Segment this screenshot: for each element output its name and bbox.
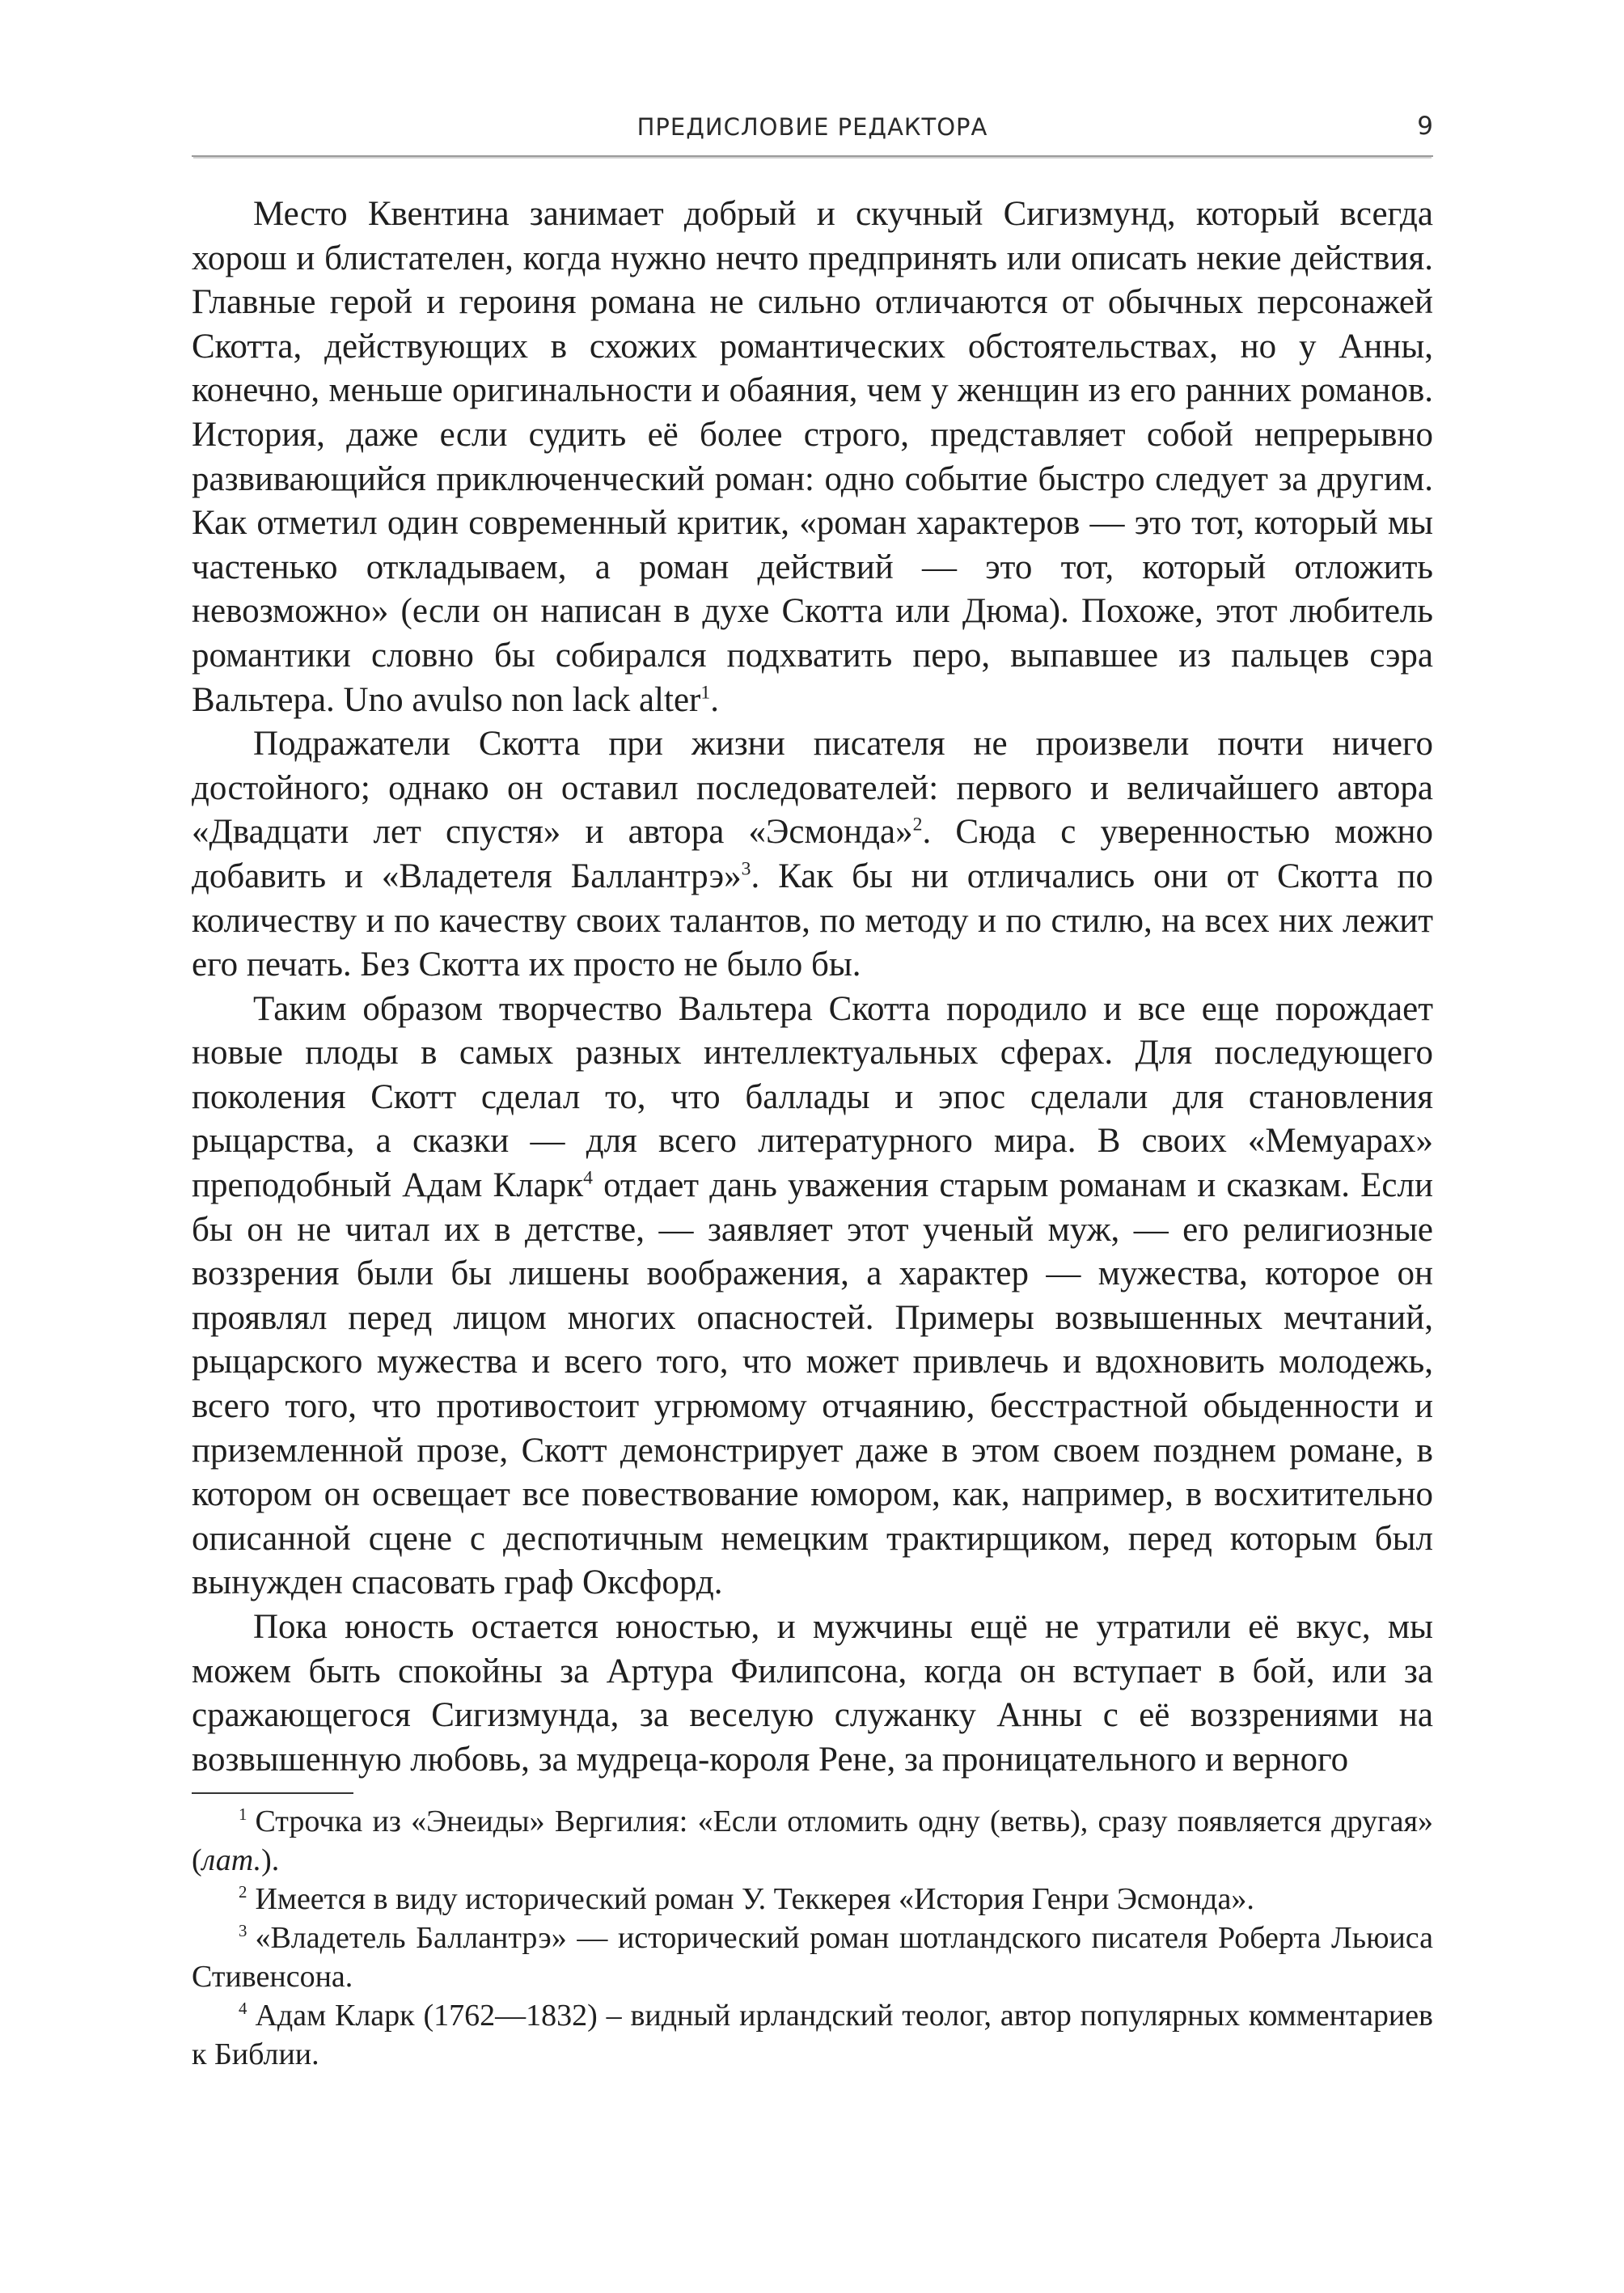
paragraph-text: Место Квентина занимает добрый и скучный Сигизмунд, который всегда хорош и блистателен, когда нужно нечто предпринять или описать некие действия. Главные герой и героиня романа не сильно отличаются от обычных персонажей Скотта, действующих в схожих романтических обстоятельствах, но у Анны, конечно, меньше оригинальности и обаяния, чем у женщин из его ранних романов. История, даже если судить её более строго, представляет собой непрерывно развивающийся приключенческий роман: одно событие быстро следует за другим. Как отметил один современный критик, «роман характеров — это тот, который мы частенько откладываем, а роман действий — это тот, который отложить невозможно» (если он написан в духе Скотта или Дюма). Похоже, этот любитель романтики словно бы собирался подхватить перо, выпавшее из пальцев сэра Вальтера. Uno avulso non lack alter bbox=[192, 195, 1433, 719]
footnote-text: Имеется в виду исторический роман У. Теккерея «История Генри Эсмонда». bbox=[255, 1882, 1254, 1916]
footnote-text: Строчка из «Энеиды» Вергилия: «Если отломить одну (ветвь), сразу появляется другая» ( bbox=[192, 1804, 1433, 1877]
footnote-ref: 3 bbox=[741, 858, 751, 880]
main-text bbox=[192, 192, 1433, 1782]
footnote-ref: 2 bbox=[912, 814, 923, 836]
footnotes bbox=[192, 1802, 1433, 2074]
running-header bbox=[192, 108, 1433, 157]
footnote bbox=[192, 1996, 1433, 2074]
footnote-number: 4 bbox=[239, 1999, 247, 2019]
footnote-italic: лат. bbox=[201, 1843, 262, 1877]
paragraph-text: . Сюда с уверенностью можно добавить и «Владетеля Баллантрэ» bbox=[192, 813, 1433, 895]
footnote-divider bbox=[192, 1792, 353, 1794]
page-number: 9 bbox=[1417, 112, 1433, 141]
footnote-text: Адам Кларк (1762—1832) – видный ирландский теолог, автор популярных комментариев к Библии. bbox=[192, 1999, 1433, 2071]
footnote-number: 1 bbox=[239, 1804, 247, 1825]
paragraph-text: Подражатели Скотта при жизни писателя не произвели почти ничего достойного; однако он оставил последователей: первого и величайшего автора «Двадцати лет спустя» и автора «Эсмонда» bbox=[192, 725, 1433, 852]
footnote bbox=[192, 1919, 1433, 1996]
paragraph bbox=[192, 192, 1433, 722]
running-title: ПРЕДИСЛОВИЕ РЕДАКТОРА bbox=[636, 113, 988, 141]
paragraph-text: . Как бы ни отличались они от Скотта по количеству и по качеству своих талантов, по методу и по стилю, на всех них лежит его печать. Без Скотта их просто не было бы. bbox=[192, 857, 1433, 984]
paragraph-text: Пока юность остается юностью, и мужчины ещё не утратили её вкус, мы можем быть спокойны за Артура Филипсона, когда он вступает в бой, или за сражающегося Сигизмунда, за веселую служанку Анны с её воззрениями на возвышенную любовь, за мудреца-короля Рене, за проницательного и верного bbox=[192, 1608, 1433, 1779]
paragraph bbox=[192, 722, 1433, 988]
footnote-number: 3 bbox=[239, 1921, 247, 1941]
footnote bbox=[192, 1880, 1433, 1919]
paragraph bbox=[192, 988, 1433, 1606]
footnote-text: «Владетель Баллантрэ» — исторический роман шотландского писателя Роберта Льюиса Стивенсона. bbox=[192, 1921, 1433, 1994]
paragraph-text: Таким образом творчество Вальтера Скотта породило и все еще порождает новые плоды в самых разных интеллектуальных сферах. Для последующего поколения Скотт сделал то, что баллады и эпос сделали для становления рыцарства, а сказки — для всего литературного мира. В своих «Мемуарах» преподобный Адам Кларк bbox=[192, 989, 1433, 1205]
footnote bbox=[192, 1802, 1433, 1880]
footnote-number: 2 bbox=[239, 1882, 247, 1902]
paragraph-text: . bbox=[710, 680, 719, 719]
paragraph-text: отдает дань уважения старым романам и сказкам. Если бы он не читал их в детстве, — заявляет этот ученый муж, — его религиозные воззрения были бы лишены воображения, а характер — мужества, которое он проявлял перед лицом многих опасностей. Примеры возвышенных мечтаний, рыцарского мужества и всего того, что может привлечь и вдохновить молодежь, всего того, что противостоит угрюмому отчаянию, бесстрастной обыденности и приземленной прозе, Скотт демонстрирует даже в этом своем позднем романе, в котором он освещает все повествование юмором, как, например, в восхитительно описанной сцене с деспотичным немецким трактирщиком, перед которым был вынужден спасовать граф Оксфорд. bbox=[192, 1166, 1433, 1602]
paragraph bbox=[192, 1606, 1433, 1782]
footnote-ref: 4 bbox=[583, 1167, 593, 1189]
footnote-ref: 1 bbox=[700, 682, 711, 704]
footnote-text: ). bbox=[261, 1843, 280, 1877]
